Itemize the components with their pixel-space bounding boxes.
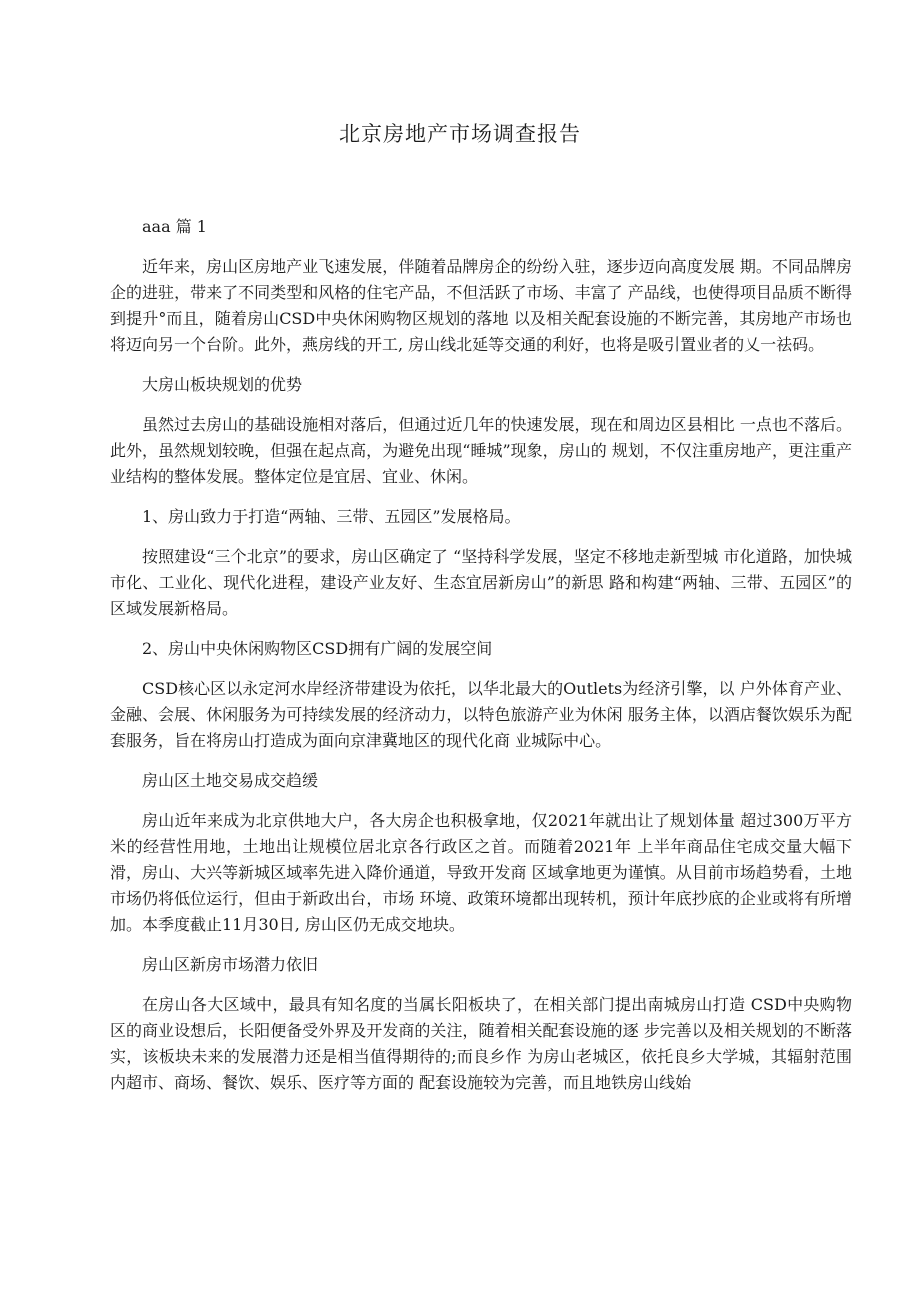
paragraph-planning-advantage: 虽然过去房山的基础设施相对落后，但通过近几年的快速发展，现在和周边区县相比 一点也不落后。此外，虽然规划较晚，但强在起点高，为避免出现“睡城”现象，房山的 规划，不仅注重房地产，更注重产业结构的整体发展。整体定位是宜居、宜业、休闲。: [110, 415, 852, 486]
heading-planning-advantage: 大房山板块规划的优势: [142, 375, 303, 394]
paragraph-land-transactions: 房山近年来成为北京供地大户，各大房企也积极拿地，仅2021年就出让了规划体量 超过300万平方米的经营性用地，土地出让规模位居北京各行政区之首。而随着2021年 上半年商品住宅成交量大幅下滑，房山、大兴等新城区域率先进入降价通道，导致开发商 区域拿地更为谨慎。从目前市场趋势看，土地市场仍将低位运行，但由于新政出台，市场 环境、政策环境都出现转机，预计年底抄底的企业或将有所增加。本季度截止11月30日, 房山区仍无成交地块。: [110, 811, 852, 934]
heading-new-housing-market: 房山区新房市场潜力依旧: [142, 955, 319, 974]
heading-land-transactions: 房山区土地交易成交趋缓: [142, 771, 319, 790]
paragraph-csd-core: CSD核心区以永定河水岸经济带建设为依托，以华北最大的Outlets为经济引擎，以 户外体育产业、金融、会展、休闲服务为可持续发展的经济动力，以特色旅游产业为休闲 服务主体，以酒店餐饮娱乐为配套服务，旨在将房山打造成为面向京津冀地区的现代化商 业城际中心。: [110, 679, 852, 750]
paragraph-intro: 近年来，房山区房地产业飞速发展，伴随着品牌房企的纷纷入驻，逐步迈向高度发展 期。不同品牌房企的进驻，带来了不同类型和风格的住宅产品，不但活跃了市场、丰富了 产品线，也使得项目品质不断得到提升°而且，随着房山CSD中央休闲购物区规划的落地 以及相关配套设施的不断完善，其房地产市场也将迈向另一个台阶。此外，燕房线的开工, 房山线北延等交通的利好，也将是吸引置业者的乂一祛码。: [110, 257, 852, 354]
heading-development-pattern: 1、房山致力于打造“两轴、三带、五园区”发展格局。: [142, 507, 521, 526]
paragraph-development-pattern: 按照建设“三个北京”的要求，房山区确定了 “坚持科学发展，坚定不移地走新型城 市化道路，加快城市化、工业化、现代化进程，建设产业友好、生态宜居新房山”的新思 路和构建“两轴、三带、五园区”的区域发展新格局。: [110, 547, 852, 618]
document-title: 北京房地产市场调查报告: [339, 122, 581, 146]
heading-csd-space: 2、房山中央休闲购物区CSD拥有广阔的发展空间: [142, 639, 493, 658]
section-label: aaa 篇 1: [142, 217, 207, 236]
document-body: [110, 214, 852, 1096]
paragraph-new-housing-market: 在房山各大区域中，最具有知名度的当属长阳板块了，在相关部门提出南城房山打造 CSD中央购物区的商业设想后，长阳便备受外界及开发商的关注，随着相关配套设施的逐 步完善以及相关规划的不断落实，该板块未来的发展潜力还是相当值得期待的;而良乡作 为房山老城区，依托良乡大学城，其辐射范围内超市、商场、餐饮、娱乐、医疗等方面的 配套设施较为完善，而且地铁房山线始: [110, 995, 852, 1092]
